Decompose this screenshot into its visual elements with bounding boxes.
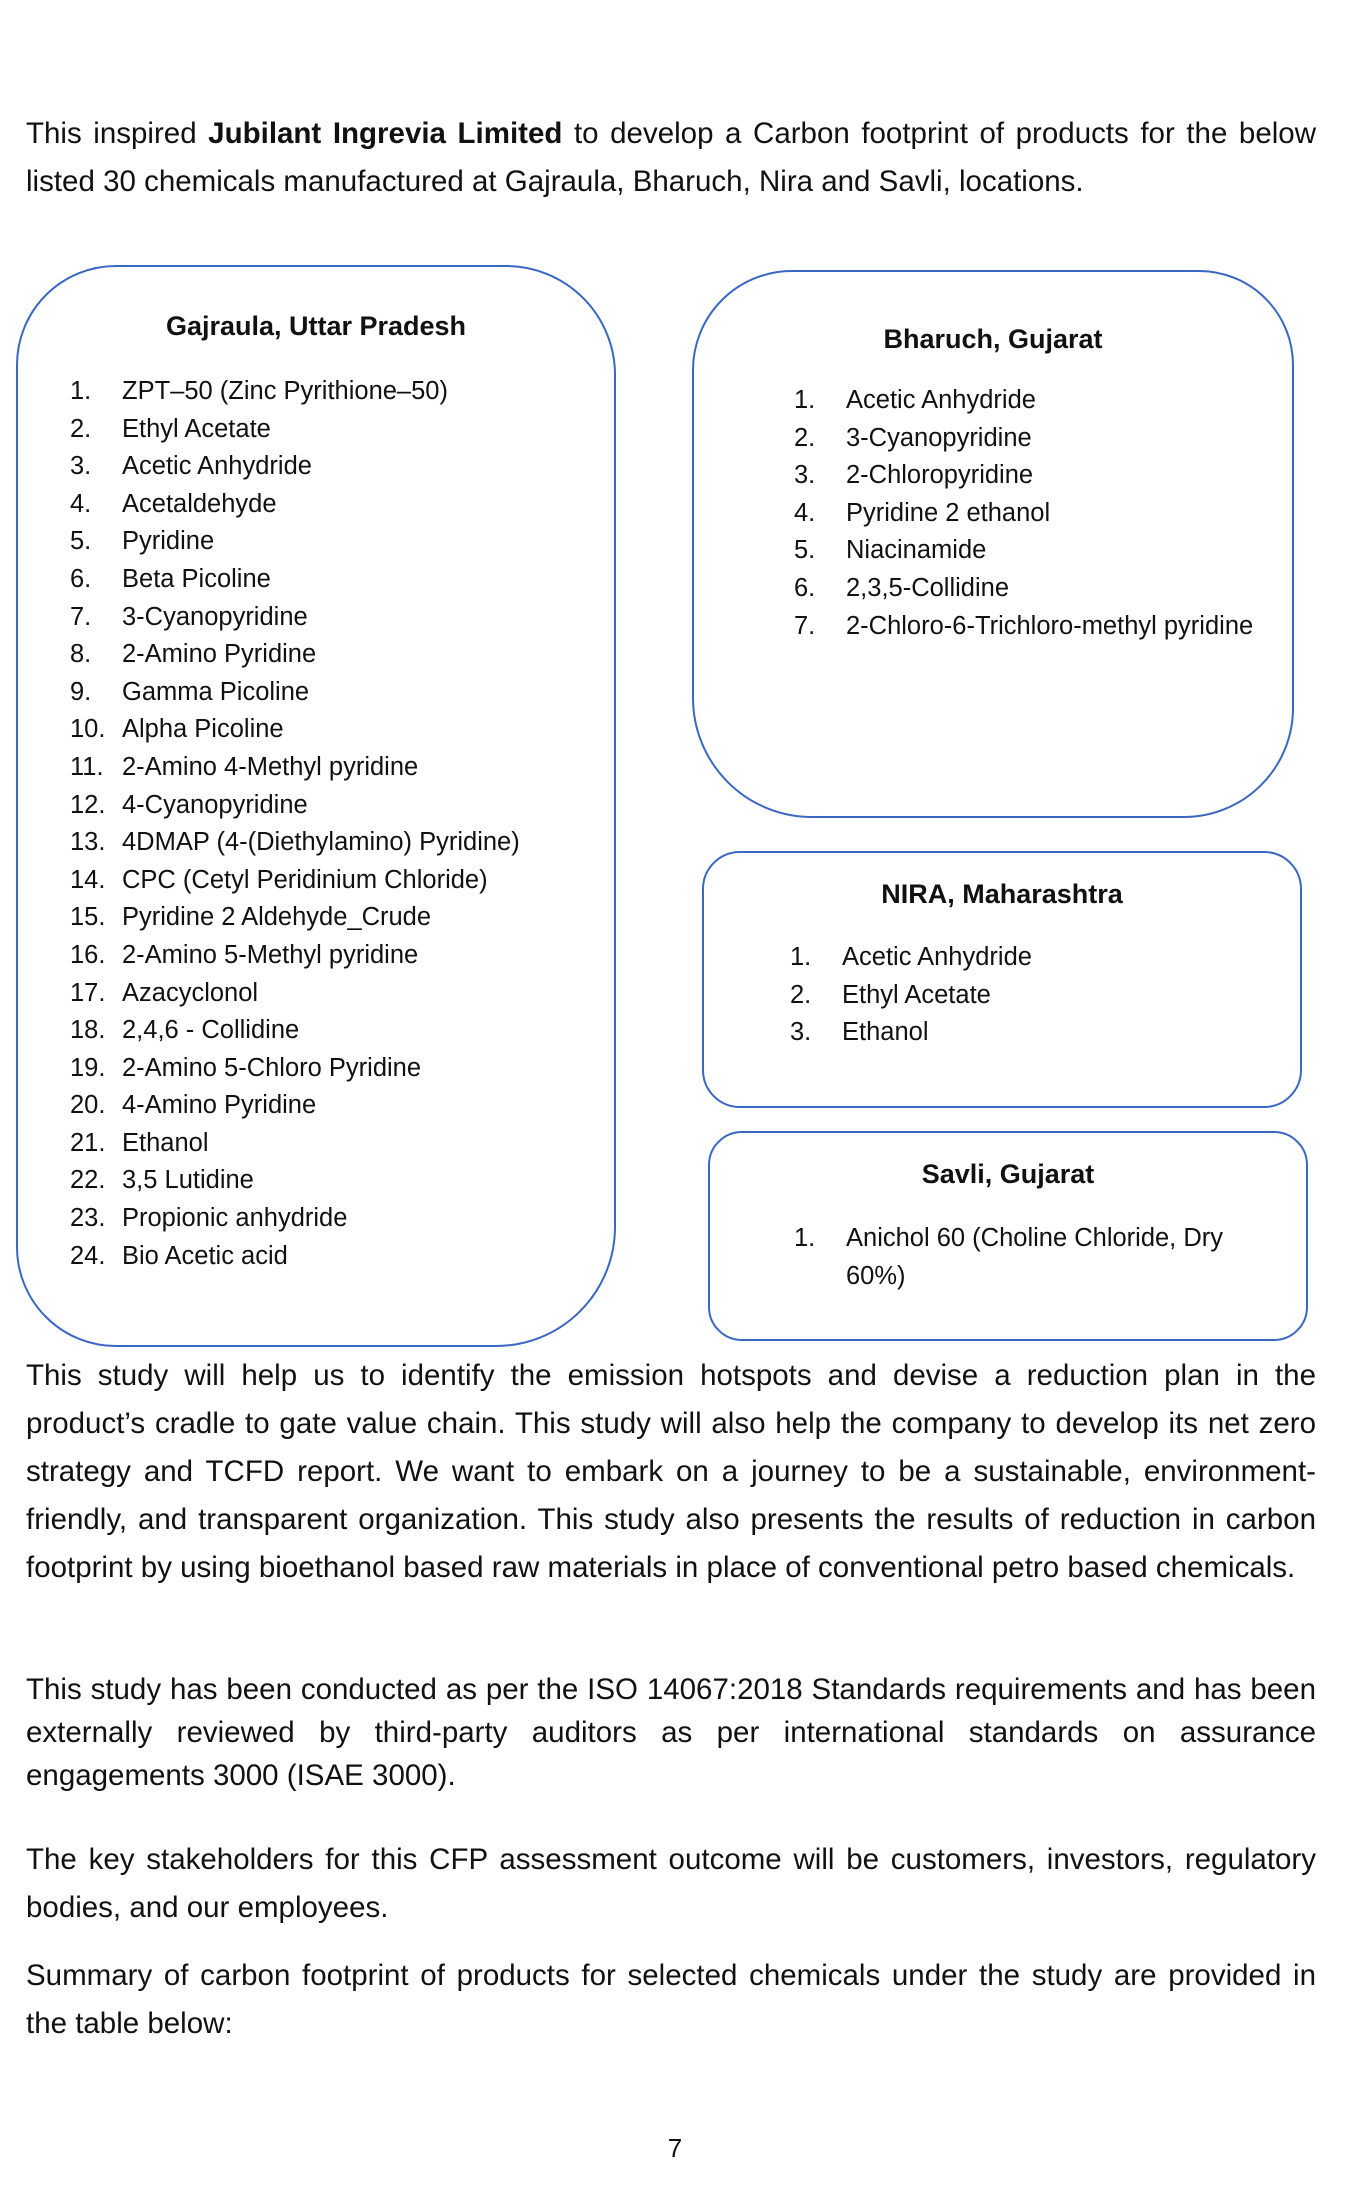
list-item-text: Pyridine 2 Aldehyde_Crude — [122, 903, 432, 932]
list-item-text: 4-Amino Pyridine — [122, 1091, 317, 1120]
list-item-number: 2. — [790, 980, 812, 1009]
page-number: 7 — [667, 2133, 683, 2163]
list-item-text: Pyridine — [122, 527, 215, 556]
list-item-text: Ethanol — [122, 1128, 209, 1157]
list-item-text: 4-Cyanopyridine — [122, 790, 308, 819]
list-item-text: 2-Chloro-6-Trichloro-methyl pyridine — [846, 611, 1254, 640]
gajraula-box — [16, 265, 616, 1347]
list-item-number: 2. — [70, 414, 92, 443]
list-item-number: 8. — [70, 640, 92, 669]
list-item-number: 23. — [70, 1204, 106, 1233]
gajraula-title: Gajraula, Uttar Pradesh — [165, 311, 467, 341]
list-item-number: 1. — [794, 1224, 816, 1252]
summary-intro-paragraph: Summary of carbon footprint of products for selected chemicals under the study are provided in the table below: — [26, 1959, 1316, 2040]
list-item-number: 17. — [70, 978, 106, 1007]
list-item-number: 9. — [70, 677, 92, 706]
list-item-text: 2-Amino 4-Methyl pyridine — [122, 752, 419, 781]
list-item-text: Acetaldehyde — [122, 489, 277, 518]
list-item-text: Propionic anhydride — [122, 1204, 348, 1233]
nira-title: NIRA, Maharashtra — [881, 879, 1123, 909]
list-item-text: Bio Acetic acid — [122, 1241, 288, 1270]
list-item-number: 6. — [794, 573, 816, 602]
list-item-number: 4. — [794, 498, 816, 527]
list-item-text: Alpha Picoline — [122, 715, 284, 744]
list-item-text: 4DMAP (4-(Diethylamino) Pyridine) — [122, 828, 520, 857]
list-item-text: Acetic Anhydride — [842, 943, 1032, 971]
bharuch-title: Bharuch, Gujarat — [883, 324, 1103, 354]
company-name: Jubilant Ingrevia Limited — [208, 117, 563, 150]
list-item-number: 7. — [794, 611, 816, 640]
list-item-text: 3,5 Lutidine — [122, 1166, 254, 1195]
savli-box — [708, 1131, 1308, 1341]
list-item-text: CPC (Cetyl Peridinium Chloride) — [122, 865, 488, 894]
list-item-text: Ethyl Acetate — [122, 414, 271, 443]
intro-paragraph — [26, 110, 1316, 206]
list-item-text: 2-Amino 5-Methyl pyridine — [122, 940, 419, 969]
list-item-number: 2. — [794, 423, 816, 452]
list-item-text: 2,4,6 - Collidine — [122, 1016, 300, 1045]
list-item-text: Pyridine 2 ethanol — [846, 498, 1051, 527]
list-item-number: 21. — [70, 1128, 106, 1157]
list-item-text: 3-Cyanopyridine — [846, 423, 1032, 452]
list-item-text: Ethanol — [842, 1018, 929, 1047]
list-item-number: 1. — [794, 386, 816, 414]
study-purpose-paragraph: This study will help us to identify the emission hotspots and devise a reduction plan in the product’s cradle to gate value chain. This study will also help the company to develop its net zero strategy and TCFD report. We want to embark on a journey to be a sustainable, environment-friendly, and transparent organization. This study also presents the results of reduction in carbon footprint by using bioethanol based raw materials in place of conventional petro based chemicals. — [26, 1359, 1316, 1584]
list-item-number: 6. — [70, 564, 92, 593]
list-item-number: 10. — [70, 715, 106, 744]
list-item-text: Gamma Picoline — [122, 677, 310, 706]
list-item-text: Acetic Anhydride — [846, 386, 1036, 414]
list-item-text: Niacinamide — [846, 536, 987, 565]
list-item-number: 13. — [70, 828, 106, 857]
standards-paragraph: This study has been conducted as per the ISO 14067:2018 Standards requirements and has been externally reviewed by third-party auditors as per international standards on assurance engagements 3000 (ISAE 3000). — [26, 1673, 1316, 1792]
list-item-number: 15. — [70, 903, 106, 932]
intro-text-after: to develop a Carbon footprint of products for the below listed 30 chemicals manufactured at Gajraula, Bharuch, Nira and Savli, locations. — [26, 117, 1316, 198]
savli-title: Savli, Gujarat — [921, 1159, 1095, 1189]
stakeholders-paragraph: The key stakeholders for this CFP assessment outcome will be customers, investors, regulatory bodies, and our employees. — [26, 1843, 1316, 1924]
list-item-number: 4. — [70, 489, 92, 518]
list-item-number: 22. — [70, 1166, 106, 1195]
list-item-text: 2-Amino Pyridine — [122, 640, 317, 669]
list-item-number: 3. — [790, 1018, 812, 1047]
list-item-number: 24. — [70, 1241, 106, 1270]
list-item-number: 14. — [70, 865, 106, 894]
list-item-text: 3-Cyanopyridine — [122, 602, 308, 631]
list-item-text: Anichol 60 (Choline Chloride, Dry 60%) — [846, 1224, 1224, 1290]
list-item-number: 1. — [70, 377, 92, 405]
list-item-number: 3. — [70, 452, 92, 481]
list-item-text: Azacyclonol — [122, 978, 259, 1007]
list-item-text: 2-Amino 5-Chloro Pyridine — [122, 1053, 422, 1082]
nira-box — [702, 851, 1302, 1108]
list-item-number: 3. — [794, 461, 816, 490]
list-item-text: ZPT–50 (Zinc Pyrithione–50) — [122, 377, 448, 405]
list-item-number: 11. — [70, 752, 104, 781]
list-item-number: 1. — [790, 943, 812, 971]
list-item-text: Acetic Anhydride — [122, 452, 312, 481]
list-item-number: 16. — [70, 940, 106, 969]
list-item-number: 20. — [70, 1091, 106, 1120]
list-item-number: 5. — [794, 536, 816, 565]
intro-text-before: This inspired — [26, 117, 209, 150]
bharuch-box — [692, 270, 1294, 818]
list-item-number: 7. — [70, 602, 92, 631]
list-item-number: 5. — [70, 527, 92, 556]
list-item-text: Beta Picoline — [122, 564, 271, 593]
list-item-number: 19. — [70, 1053, 106, 1082]
list-item-text: Ethyl Acetate — [842, 980, 991, 1009]
list-item-number: 18. — [70, 1016, 106, 1045]
list-item-number: 12. — [70, 790, 106, 819]
list-item-text: 2-Chloropyridine — [846, 461, 1034, 490]
list-item-text: 2,3,5-Collidine — [846, 573, 1010, 602]
